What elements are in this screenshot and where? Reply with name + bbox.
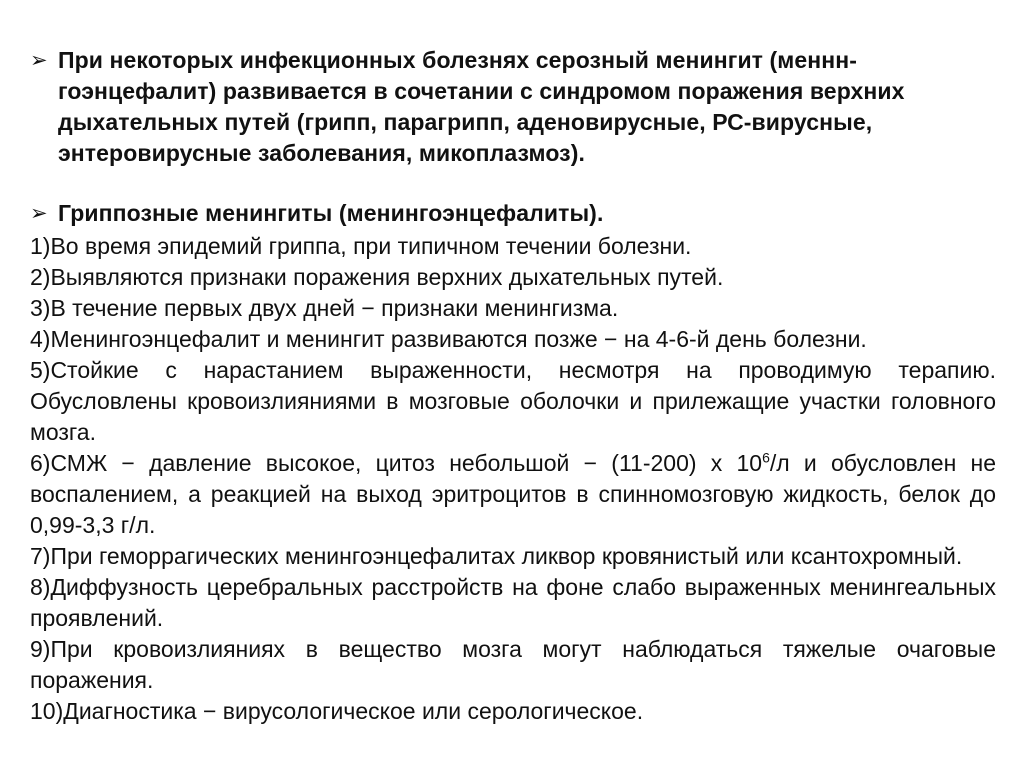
- bullet-influenza-meningitis: [30, 198, 990, 229]
- numbered-list: [30, 231, 996, 727]
- bullet-text: При некоторых инфекционных болезнях серозный менингит (менннгоэнцефалит) развивается в сочетании с синдромом поражения верхних дыхательных путей (грипп, парагрипп, аденовирусные, РС-вирусные, энтеровирусные заболевания, микоплазмоз).: [58, 47, 905, 166]
- list-item: 2)Выявляются признаки поражения верхних дыхательных путей.: [30, 264, 724, 290]
- list-item: 8)Диффузность церебральных расстройств на фоне слабо выраженных менингеальных проявлений.: [30, 574, 996, 631]
- list-item: [30, 448, 996, 541]
- list-item-text: /л и обусловлен не воспалением, а реакцией на выход эритроцитов в спинномозговую жидкость, белок до 0,99-3,3 г/л.: [30, 450, 996, 538]
- superscript: 6: [762, 449, 770, 466]
- list-item: 10)Диагностика − вирусологическое или серологическое.: [30, 698, 644, 724]
- list-item: 9)При кровоизлияниях в вещество мозга могут наблюдаться тяжелые очаговые поражения.: [30, 636, 996, 693]
- list-item: 5)Стойкие с нарастанием выраженности, несмотря на проводимую терапию. Обусловлены кровоизлияниями в мозговые оболочки и прилежащие участки головного мозга.: [30, 357, 996, 445]
- bullet-serous-meningitis: [30, 45, 990, 169]
- arrow-bullet-icon: ➢: [30, 202, 48, 225]
- arrow-bullet-icon: ➢: [30, 49, 48, 72]
- list-item: 1)Во время эпидемий гриппа, при типичном течении болезни.: [30, 233, 692, 259]
- list-item: 4)Менингоэнцефалит и менингит развиваются позже − на 4-6-й день болезни.: [30, 326, 867, 352]
- list-item: 7)При геморрагических менингоэнцефалитах ликвор кровянистый или ксантохромный.: [30, 543, 963, 569]
- list-item-text: 6)СМЖ − давление высокое, цитоз небольшой − (11-200) х 10: [30, 450, 763, 476]
- list-item: 3)В течение первых двух дней − признаки менингизма.: [30, 295, 619, 321]
- bullet-text: Гриппозные менингиты (менингоэнцефалиты).: [58, 200, 604, 226]
